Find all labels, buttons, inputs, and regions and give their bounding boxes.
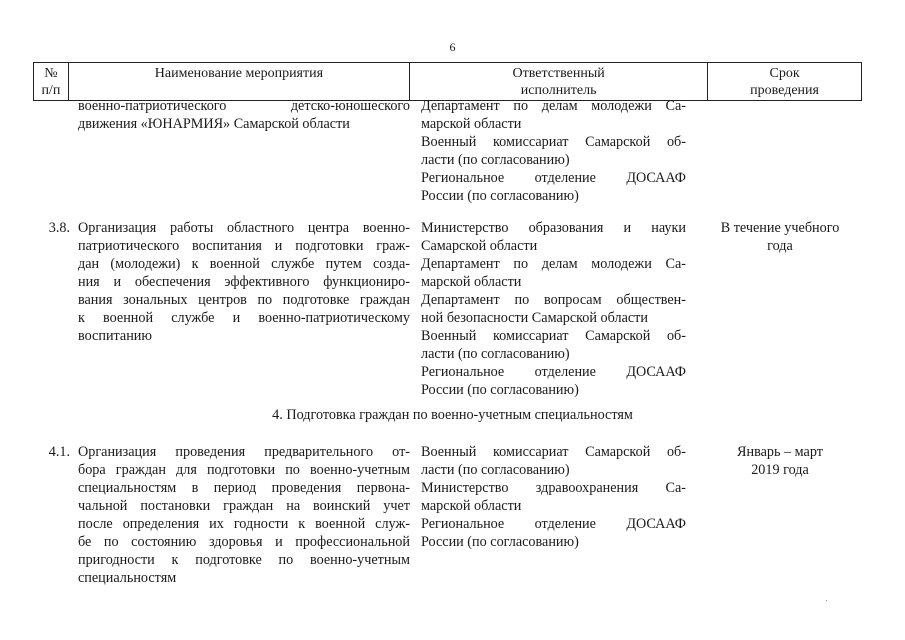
row-4-1-name: Организация проведения предварительного от- бора граждан для подготовки по военно-учетным специальностям в период проведения первона- чальной постановки граждан на воинский учет после определения их годности к военной служ- бе по состоянию здоровья и профессиональной пригодности к подготовке по военно-учетным специальностям — [78, 444, 410, 586]
row-4-1-number: 4.1. — [48, 444, 70, 460]
section-4-title: 4. Подготовка граждан по военно-учетным специальностям — [272, 407, 633, 423]
header-col-responsible: Ответственный исполнитель — [410, 63, 708, 101]
row-3-8-number: 3.8. — [48, 220, 70, 236]
header-col-deadline: Срок проведения — [708, 63, 862, 101]
row-3-8-responsible: Министерство образования и науки Самарской области Департамент по делам молодежи Са- марской области Департамент по вопросам обществен- ной безопасности Самарской области Военный комиссариат Самарской об- ласти (по согласованию) Региональное отделение ДОСААФ России (по согласованию) — [421, 220, 686, 398]
scan-speck — [826, 600, 827, 601]
row-4-1-deadline: Январь – март 2019 года — [737, 444, 823, 478]
page-number: 6 — [449, 40, 456, 54]
row-4-1-responsible: Военный комиссариат Самарской об- ласти (по согласованию) Министерство здравоохранения Са- марской области Региональное отделение ДОСААФ России (по согласованию) — [421, 444, 686, 550]
row-3-8-deadline: В течение учебного года — [720, 220, 840, 254]
row-3-8-name: Организация работы областного центра военно- патриотического воспитания и подготовки граж- дан (молодежи) к военной службе путем созда- ния и обеспечения эффективного функциониро- вания зональных центров по подготовке граждан к военной службе и военно-патриотическому воспитанию — [78, 220, 410, 344]
table-header — [33, 62, 862, 101]
header-col-number: № п/п — [34, 63, 69, 101]
continued-row-responsible: Департамент по делам молодежи Са- марской области Военный комиссариат Самарской об- ласти (по согласованию) Региональное отделение ДОСААФ России (по согласованию) — [421, 98, 686, 204]
header-col-name: Наименование мероприятия — [68, 63, 409, 101]
continued-row-name: военно-патриотического детско-юношеского движения «ЮНАРМИЯ» Самарской области — [78, 98, 410, 132]
